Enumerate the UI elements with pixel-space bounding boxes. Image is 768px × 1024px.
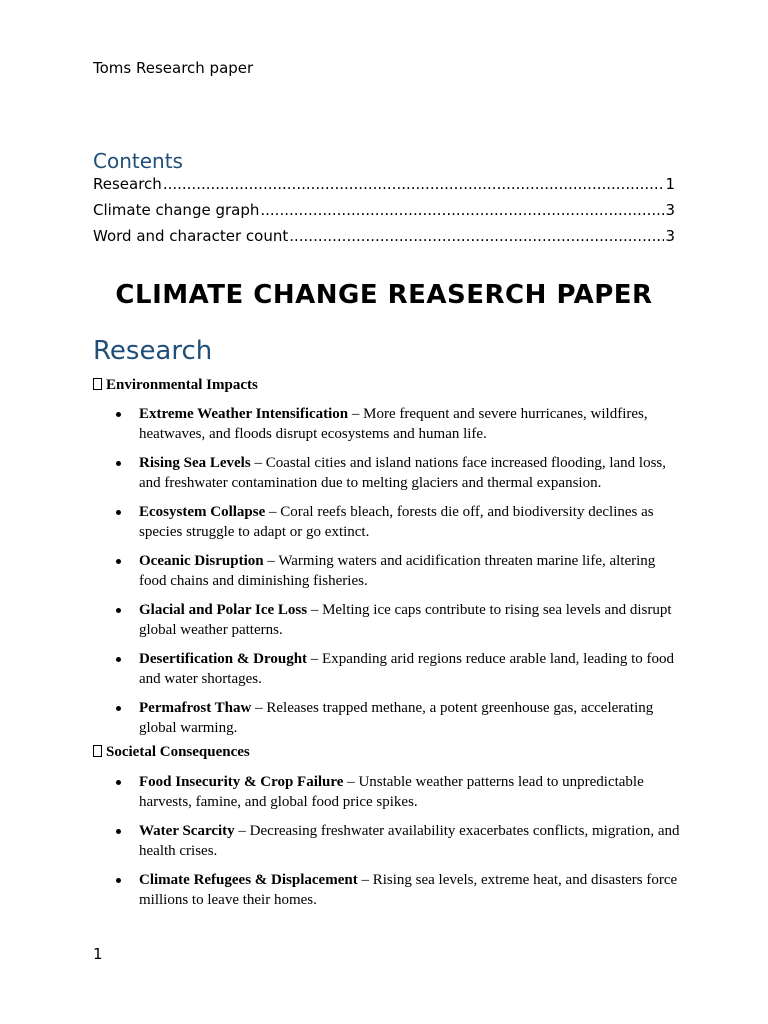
item-term: Food Insecurity & Crop Failure bbox=[139, 774, 344, 790]
item-term: Ecosystem Collapse bbox=[139, 504, 266, 520]
bullet-icon bbox=[116, 412, 121, 417]
bullet-icon bbox=[116, 878, 121, 883]
list-item bbox=[93, 453, 683, 493]
list-item bbox=[93, 600, 683, 640]
missing-glyph-icon bbox=[93, 378, 102, 390]
environmental-impacts-list bbox=[93, 404, 683, 747]
page-number: 1 bbox=[93, 945, 103, 963]
list-item bbox=[93, 772, 683, 812]
document-title: CLIMATE CHANGE REASERCH PAPER bbox=[115, 280, 653, 310]
section-heading: Research bbox=[93, 336, 213, 366]
bullet-icon bbox=[116, 657, 121, 662]
page-header: Toms Research paper bbox=[93, 59, 254, 77]
toc-dot-leader bbox=[289, 227, 664, 245]
list-item bbox=[93, 404, 683, 444]
toc-entry-word-count[interactable] bbox=[93, 227, 675, 245]
bullet-icon bbox=[116, 608, 121, 613]
item-term: Glacial and Polar Ice Loss bbox=[139, 602, 308, 618]
toc-entry-climate-change-graph[interactable] bbox=[93, 201, 675, 219]
item-description: – Coral reefs bleach, forests die off, and biodiversity declines as species struggle to adapt or go extinct. bbox=[139, 504, 654, 540]
group-heading-environmental-impacts bbox=[93, 377, 258, 394]
item-description: – Unstable weather patterns lead to unpredictable harvests, famine, and global food price spikes. bbox=[139, 774, 644, 810]
bullet-icon bbox=[116, 706, 121, 711]
list-item bbox=[93, 821, 683, 861]
list-item bbox=[93, 870, 683, 910]
toc-entry-research[interactable] bbox=[93, 175, 675, 193]
item-term: Extreme Weather Intensification bbox=[139, 406, 349, 422]
item-description: – Melting ice caps contribute to rising sea levels and disrupt global weather patterns. bbox=[139, 602, 672, 638]
item-description: – Decreasing freshwater availability exacerbates conflicts, migration, and health crises. bbox=[139, 823, 680, 859]
toc-entry-label: Research bbox=[93, 175, 162, 193]
toc-entry-label: Word and character count bbox=[93, 227, 289, 245]
bullet-icon bbox=[116, 780, 121, 785]
group-heading-text: Environmental Impacts bbox=[106, 377, 258, 393]
item-term: Permafrost Thaw bbox=[139, 700, 252, 716]
list-item bbox=[93, 551, 683, 591]
toc-dot-leader bbox=[163, 175, 665, 193]
item-term: Climate Refugees & Displacement bbox=[139, 872, 358, 888]
group-heading-text: Societal Consequences bbox=[106, 744, 250, 760]
item-term: Water Scarcity bbox=[139, 823, 235, 839]
group-heading-societal-consequences bbox=[93, 744, 250, 761]
bullet-icon bbox=[116, 510, 121, 515]
toc-entry-page: 3 bbox=[665, 201, 675, 219]
item-term: Oceanic Disruption bbox=[139, 553, 264, 569]
societal-consequences-list bbox=[93, 772, 683, 919]
bullet-icon bbox=[116, 829, 121, 834]
item-description: – More frequent and severe hurricanes, wildfires, heatwaves, and floods disrupt ecosystems and human life. bbox=[139, 406, 648, 442]
item-description: – Releases trapped methane, a potent greenhouse gas, accelerating global warming. bbox=[139, 700, 654, 736]
list-item bbox=[93, 502, 683, 542]
toc-entry-page: 3 bbox=[665, 227, 675, 245]
missing-glyph-icon bbox=[93, 745, 102, 757]
item-description: – Expanding arid regions reduce arable land, leading to food and water shortages. bbox=[139, 651, 674, 687]
item-term: Rising Sea Levels bbox=[139, 455, 251, 471]
item-term: Desertification & Drought bbox=[139, 651, 308, 667]
toc-heading: Contents bbox=[93, 149, 183, 173]
item-description: – Rising sea levels, extreme heat, and disasters force millions to leave their homes. bbox=[139, 872, 678, 908]
toc-dot-leader bbox=[260, 201, 664, 219]
toc-entry-label: Climate change graph bbox=[93, 201, 260, 219]
item-description: – Warming waters and acidification threaten marine life, altering food chains and diminishing fisheries. bbox=[139, 553, 656, 589]
bullet-icon bbox=[116, 461, 121, 466]
item-description: – Coastal cities and island nations face increased flooding, land loss, and freshwater contamination due to melting glaciers and thermal expansion. bbox=[139, 455, 666, 491]
list-item bbox=[93, 698, 683, 738]
bullet-icon bbox=[116, 559, 121, 564]
toc-entry-page: 1 bbox=[665, 175, 675, 193]
list-item bbox=[93, 649, 683, 689]
